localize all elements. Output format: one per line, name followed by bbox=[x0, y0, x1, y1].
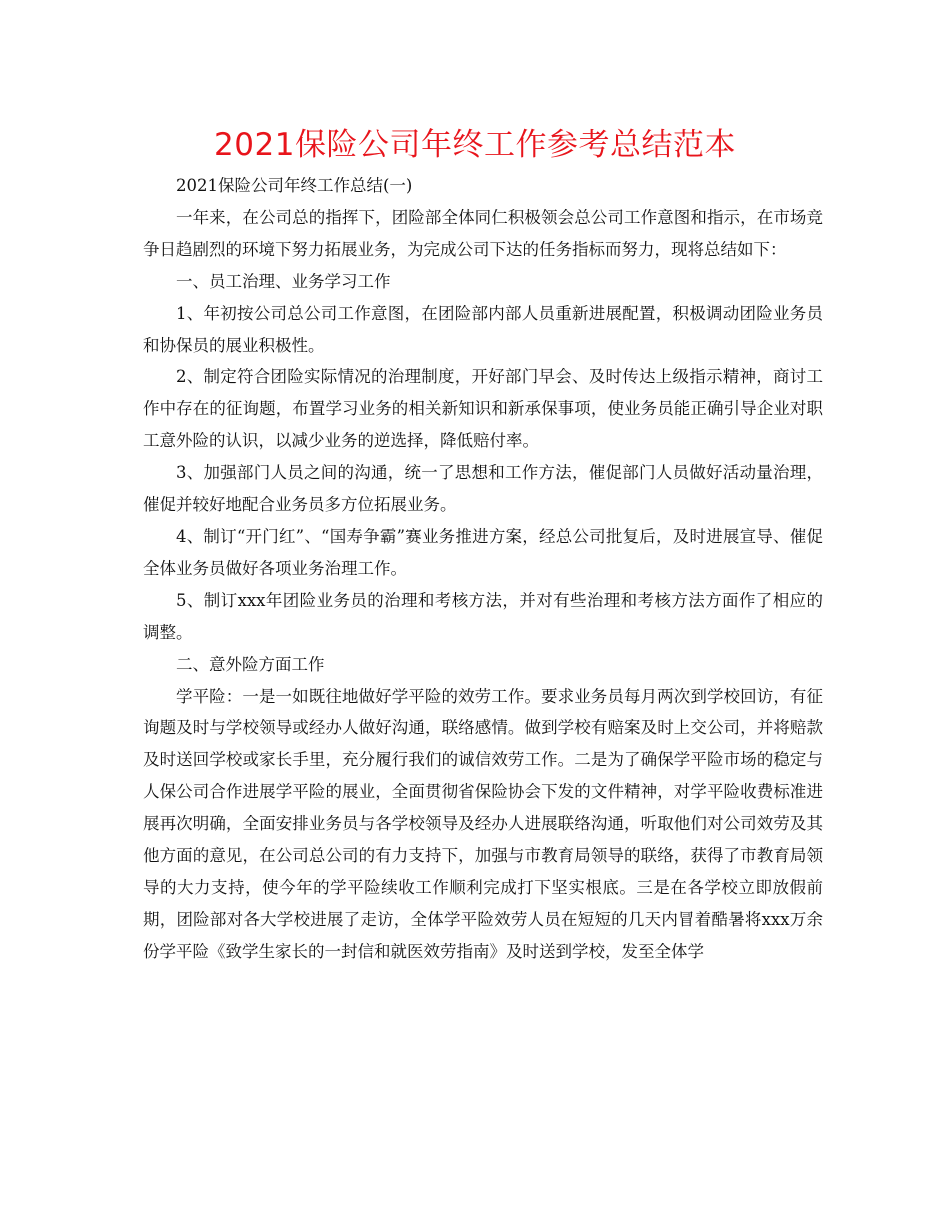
body-paragraph: 2、制定符合团险实际情况的治理制度，开好部门早会、及时传达上级指示精神，商讨工作中存在的征询题，布置学习业务的相关新知识和新承保事项，使业务员能正确引导企业对职工意外险的认识，以减少业务的逆选择，降低赔付率。 bbox=[143, 367, 823, 451]
intro-paragraph: 一年来，在公司总的指挥下，团险部全体同仁积极领会总公司工作意图和指示，在市场竞争日趋剧烈的环境下努力拓展业务，为完成公司下达的任务指标而努力，现将总结如下： bbox=[143, 207, 823, 259]
subtitle-paragraph: 2021保险公司年终工作总结(一) bbox=[176, 176, 413, 195]
body-paragraph: 学平险：一是一如既往地做好学平险的效劳工作。要求业务员每月两次到学校回访，有征询题及时与学校领导或经办人做好沟通，联络感情。做到学校有赔案及时上交公司，并将赔款及时送回学校或家长手里，充分履行我们的诚信效劳工作。二是为了确保学平险市场的稳定与人保公司合作进展学平险的展业，全面贯彻省保险协会下发的文件精神，对学平险收费标准进展再次明确，全面安排业务员与各学校领导及经办人进展联络沟通，听取他们对公司效劳及其他方面的意见，在公司总公司的有力支持下，加强与市教育局领导的联络，获得了市教育局领导的大力支持，使今年的学平险续收工作顺利完成打下坚实根底。三是在各学校立即放假前期，团险部对各大学校进展了走访，全体学平险效劳人员在短短的几天内冒着酷暑将xxx万余份学平险《致学生家长的一封信和就医效劳指南》及时送到学校，发至全体学 bbox=[143, 686, 823, 961]
body-paragraph: 4、制订“开门红”、“国寿争霸”赛业务推进方案，经总公司批复后，及时进展宣导、催促全体业务员做好各项业务治理工作。 bbox=[143, 526, 823, 578]
document-body bbox=[143, 170, 823, 968]
body-paragraph: 1、年初按公司总公司工作意图，在团险部内部人员重新进展配置，积极调动团险业务员和协保员的展业积极性。 bbox=[143, 303, 823, 355]
document-title: 2021保险公司年终工作参考总结范本 bbox=[214, 127, 736, 163]
section-heading-accident: 二、意外险方面工作 bbox=[176, 654, 325, 674]
body-paragraph: 3、加强部门人员之间的沟通，统一了思想和工作方法，催促部门人员做好活动量治理，催促并较好地配合业务员多方位拓展业务。 bbox=[143, 463, 823, 515]
body-paragraph: 5、制订xxx年团险业务员的治理和考核方法，并对有些治理和考核方法方面作了相应的调整。 bbox=[143, 590, 823, 642]
section-heading-staff: 一、员工治理、业务学习工作 bbox=[176, 271, 391, 291]
